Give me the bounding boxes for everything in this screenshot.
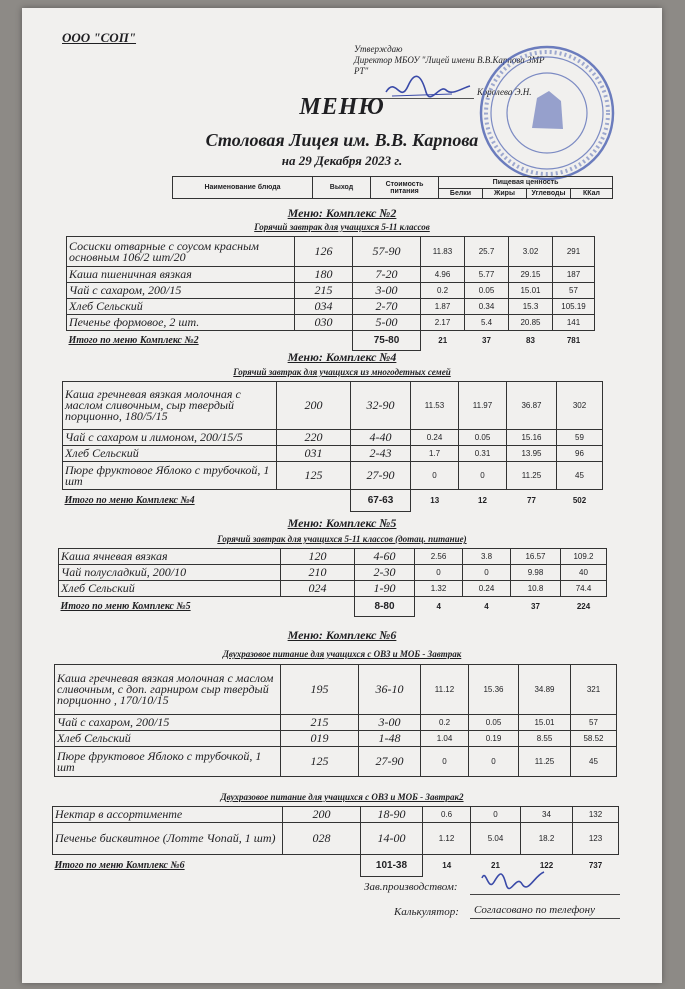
dish-kcal: 45 [557,462,603,490]
header-fats: Жиры [483,189,527,199]
dish-name: Чай полусладкий, 200/10 [59,565,281,581]
approval-line-2: Директор МБОУ "Лицей имени В.В.Карпова ЗМР [354,55,545,65]
dish-proteins: 0.24 [411,430,459,446]
dish-price: 57-90 [353,237,421,267]
menu-table-complex-5 [58,548,607,617]
dish-kcal: 57 [553,283,595,299]
dish-carbs: 10.8 [511,581,561,597]
dish-name: Хлеб Сельский [67,299,295,315]
dish-fats: 15.36 [469,665,519,715]
menu-header-table [172,176,613,199]
dish-fats: 0.34 [465,299,509,315]
section-subtitle-complex-5: Горячий завтрак для учащихся 5-11 классов (дотац. питание) [217,534,467,544]
dish-fats: 0 [469,747,519,777]
table-row [67,267,595,283]
menu-table-complex-6 [54,664,617,777]
dish-proteins: 0 [415,565,463,581]
total-proteins: 21 [438,336,448,346]
dish-carbs: 11.25 [519,747,571,777]
total-label: Итого по меню Комплекс №5 [60,601,191,613]
dish-fats: 0.05 [459,430,507,446]
dish-output: 030 [295,315,353,331]
table-row [55,731,617,747]
total-price: 101-38 [361,855,423,877]
production-signature-icon [478,864,548,896]
dish-proteins: 1.32 [415,581,463,597]
page-title: МЕНЮ [299,94,385,120]
dish-price: 1-48 [359,731,421,747]
table-row [63,430,603,446]
menu-date: на 29 Декабря 2023 г. [281,153,403,168]
dish-name: Печенье бисквитное (Лотте Чопай, 1 шт) [53,823,283,855]
total-carbs: 37 [531,602,540,612]
dish-price: 36-10 [359,665,421,715]
header-price: Стоимость питания [371,177,439,199]
dish-name: Хлеб Сельский [55,731,281,747]
dish-price: 18-90 [361,807,423,823]
dish-carbs: 11.25 [507,462,557,490]
dish-price: 27-90 [359,747,421,777]
section-subtitle-complex-6: Двухразовое питание для учащихся с ОВЗ и МОБ - Завтрак [222,649,462,659]
dish-price: 3-00 [359,715,421,731]
dish-proteins: 0 [411,462,459,490]
dish-output: 125 [277,462,351,490]
dish-output: 195 [281,665,359,715]
table-row [63,382,603,430]
dish-kcal: 132 [573,807,619,823]
dish-kcal: 141 [553,315,595,331]
table-row [67,283,595,299]
table-row [59,565,607,581]
dish-price: 2-43 [351,446,411,462]
dish-fats: 5.77 [465,267,509,283]
dish-proteins: 11.53 [411,382,459,430]
header-kcal: ККал [571,189,613,199]
dish-output: 215 [281,715,359,731]
dish-name: Печенье формовое, 2 шт. [67,315,295,331]
total-fats: 21 [491,861,500,871]
total-kcal: 224 [576,602,591,612]
dish-proteins: 2.17 [421,315,465,331]
dish-proteins: 4.96 [421,267,465,283]
dish-kcal: 123 [573,823,619,855]
dish-carbs: 15.3 [509,299,553,315]
dish-carbs: 18.2 [521,823,573,855]
total-label: Итого по меню Комплекс №4 [64,495,195,507]
total-kcal: 502 [572,496,587,506]
dish-proteins: 0.6 [423,807,471,823]
total-price: 75-80 [353,331,421,351]
dish-fats: 3.8 [463,549,511,565]
dish-kcal: 291 [553,237,595,267]
dish-proteins: 1.12 [423,823,471,855]
table-row [67,299,595,315]
dish-output: 215 [295,283,353,299]
total-price: 67-63 [351,490,411,512]
table-row [63,446,603,462]
dish-output: 034 [295,299,353,315]
dish-kcal: 302 [557,382,603,430]
dish-name: Каша гречневая вязкая молочная с маслом сливочным, сыр твердый порционно, 180/5/15 [63,382,277,430]
dish-price: 1-90 [355,581,415,597]
header-carbs: Углеводы [527,189,571,199]
table-row [67,237,595,267]
dish-output: 220 [277,430,351,446]
dish-kcal: 57 [571,715,617,731]
dish-name: Хлеб Сельский [59,581,281,597]
dish-price: 5-00 [353,315,421,331]
total-kcal: 781 [566,336,581,346]
table-row [55,715,617,731]
dish-price: 4-60 [355,549,415,565]
dish-proteins: 0.2 [421,715,469,731]
dish-kcal: 187 [553,267,595,283]
production-label: Зав.производством: [364,881,458,893]
dish-kcal: 109.2 [561,549,607,565]
table-row [67,315,595,331]
total-fats: 37 [482,336,491,346]
dish-carbs: 16.57 [511,549,561,565]
dish-fats: 0 [459,462,507,490]
table-row [59,549,607,565]
dish-price: 14-00 [361,823,423,855]
organization-name: ООО "СОП" [62,30,137,45]
dish-name: Сосиски отварные с соусом красным основным 106/2 шт/20 [67,237,295,267]
dish-carbs: 15.01 [519,715,571,731]
dish-kcal: 96 [557,446,603,462]
dish-output: 120 [281,549,355,565]
dish-carbs: 34.89 [519,665,571,715]
director-name: Королева Э.Н. [477,87,532,97]
dish-output: 024 [281,581,355,597]
section-title-complex-4: Меню: Комплекс №4 [287,350,397,364]
dish-output: 028 [283,823,361,855]
menu-sheet [22,8,662,983]
dish-fats: 0.24 [463,581,511,597]
section-title-complex-5: Меню: Комплекс №5 [287,516,397,530]
calculator-label: Калькулятор: [394,906,459,918]
total-proteins: 14 [442,861,452,871]
dish-carbs: 34 [521,807,573,823]
table-row [53,823,619,855]
menu-table-complex-4 [62,381,603,512]
dish-fats: 5.04 [471,823,521,855]
table-row [55,747,617,777]
header-nutrition: Пищевая ценность [439,177,613,189]
dish-kcal: 40 [561,565,607,581]
dish-kcal: 321 [571,665,617,715]
dish-name: Нектар в ассортименте [53,807,283,823]
dish-kcal: 105.19 [553,299,595,315]
dish-kcal: 74.4 [561,581,607,597]
dish-proteins: 0 [421,747,469,777]
section-title-complex-6: Меню: Комплекс №6 [287,628,397,642]
dish-output: 126 [295,237,353,267]
approval-line-3: РТ" [354,66,369,76]
calculator-value: Согласовано по телефону [474,904,595,916]
dish-output: 210 [281,565,355,581]
dish-kcal: 59 [557,430,603,446]
dish-fats: 0.31 [459,446,507,462]
section-title-complex-2: Меню: Комплекс №2 [287,206,397,220]
dish-proteins: 2.56 [415,549,463,565]
dish-price: 3-00 [353,283,421,299]
total-fats: 12 [478,496,487,506]
dish-price: 7-20 [353,267,421,283]
dish-proteins: 1.87 [421,299,465,315]
dish-output: 180 [295,267,353,283]
total-proteins: 13 [430,496,440,506]
section-subtitle-complex-2: Горячий завтрак для учащихся 5-11 классов [254,222,430,232]
dish-name: Пюре фруктовое Яблоко с трубочкой, 1 шт [63,462,277,490]
dish-fats: 5.4 [465,315,509,331]
table-row [63,462,603,490]
total-carbs: 77 [527,496,536,506]
dish-kcal: 58.52 [571,731,617,747]
dish-name: Каша пшеничная вязкая [67,267,295,283]
dish-fats: 0 [471,807,521,823]
section-subtitle-complex-6-breakfast2: Двухразовое питание для учащихся с ОВЗ и МОБ - Завтрак2 [220,792,464,802]
dish-name: Каша ячневая вязкая [59,549,281,565]
dish-carbs: 36.87 [507,382,557,430]
dish-fats: 25.7 [465,237,509,267]
dish-carbs: 15.01 [509,283,553,299]
table-row [59,581,607,597]
dish-name: Чай с сахаром и лимоном, 200/15/5 [63,430,277,446]
dish-price: 2-70 [353,299,421,315]
dish-carbs: 20.85 [509,315,553,331]
dish-price: 4-40 [351,430,411,446]
header-proteins: Белки [439,189,483,199]
dish-price: 27-90 [351,462,411,490]
section-subtitle-complex-4: Горячий завтрак для учащихся из многодетных семей [233,367,451,377]
dish-kcal: 45 [571,747,617,777]
total-proteins: 4 [436,602,441,612]
dish-name: Хлеб Сельский [63,446,277,462]
total-carbs: 83 [526,336,535,346]
total-price: 8-80 [355,597,415,617]
total-kcal: 737 [588,861,603,871]
dish-fats: 0.05 [469,715,519,731]
dish-fats: 0 [463,565,511,581]
total-carbs: 122 [539,861,554,871]
dish-proteins: 1.04 [421,731,469,747]
dish-carbs: 8.55 [519,731,571,747]
total-fats: 4 [484,602,489,612]
dish-carbs: 9.98 [511,565,561,581]
approval-line-1: Утверждаю [354,44,403,54]
header-name: Наименование блюда [173,177,313,199]
dish-carbs: 15.16 [507,430,557,446]
total-row [67,331,595,351]
total-row [63,490,603,512]
dish-name: Чай с сахаром, 200/15 [55,715,281,731]
table-row [55,665,617,715]
dish-output: 200 [283,807,361,823]
dish-output: 031 [277,446,351,462]
header-output: Выход [313,177,371,199]
dish-price: 32-90 [351,382,411,430]
dish-fats: 0.19 [469,731,519,747]
dish-proteins: 1.7 [411,446,459,462]
total-label: Итого по меню Комплекс №2 [68,335,199,347]
dish-carbs: 29.15 [509,267,553,283]
menu-table-complex-2 [66,236,595,351]
canteen-name: Столовая Лицея им. В.В. Карпова [205,130,479,150]
dish-fats: 11.97 [459,382,507,430]
dish-output: 125 [281,747,359,777]
dish-proteins: 0.2 [421,283,465,299]
total-label: Итого по меню Комплекс №6 [54,860,185,872]
dish-proteins: 11.12 [421,665,469,715]
dish-carbs: 13.95 [507,446,557,462]
table-row [53,807,619,823]
dish-carbs: 3.02 [509,237,553,267]
dish-name: Чай с сахаром, 200/15 [67,283,295,299]
dish-name: Пюре фруктовое Яблоко с трубочкой, 1 шт [55,747,281,777]
dish-fats: 0.05 [465,283,509,299]
dish-output: 019 [281,731,359,747]
dish-proteins: 11.83 [421,237,465,267]
dish-output: 200 [277,382,351,430]
total-row [59,597,607,617]
dish-price: 2-30 [355,565,415,581]
dish-name: Каша гречневая вязкая молочная с маслом сливочным, с доп. гарниром сыр твердый порционно , 170/10/15 [55,665,281,715]
